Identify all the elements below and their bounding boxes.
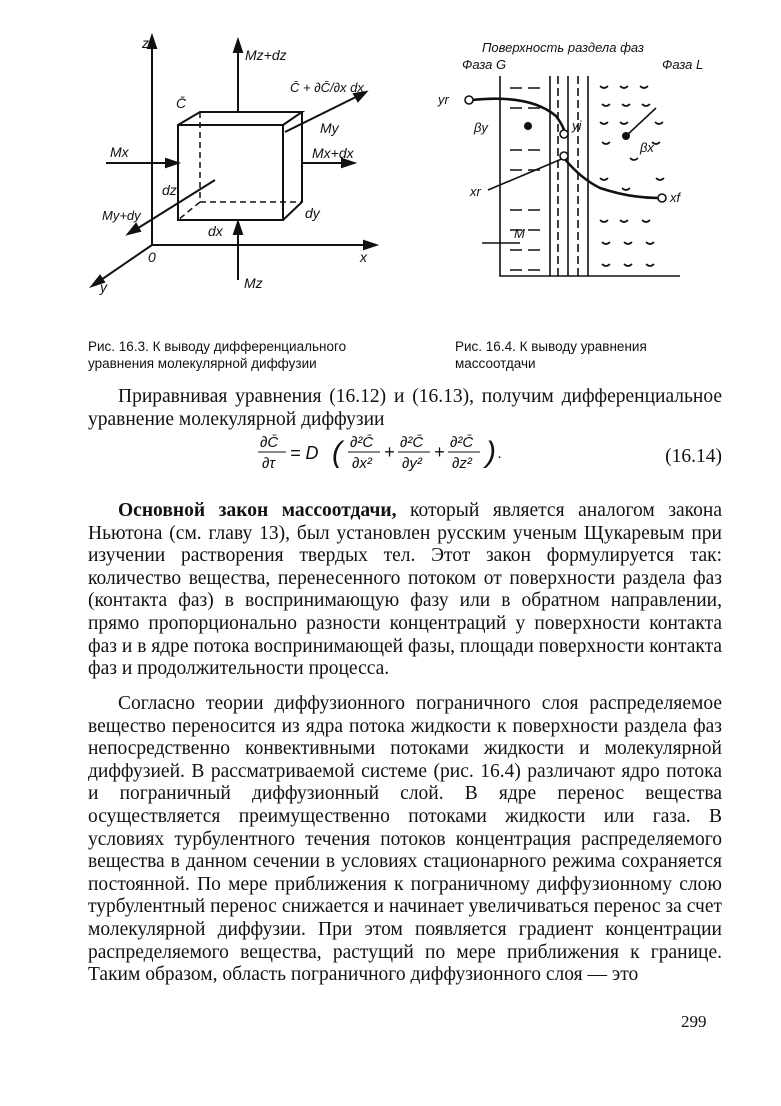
denominator-z: ∂z² xyxy=(452,455,472,472)
dz-label: dz xyxy=(162,182,177,198)
figure-16-3-diagram xyxy=(80,30,390,300)
lhs-denominator: ∂τ xyxy=(262,455,276,472)
plus-1: + xyxy=(384,442,395,462)
numerator-y: ∂²C̄ xyxy=(400,434,424,451)
equals-d: = D xyxy=(290,443,319,463)
caption-text: К выводу дифференциального уравнения молекулярной диффузии xyxy=(88,339,347,371)
dy-label: dy xyxy=(305,205,320,221)
y-r-label: yr xyxy=(438,92,449,107)
svg-text:): ) xyxy=(486,436,496,469)
paragraph-text: который является аналогом закона Ньютона (см. главу 13), был установлен русским ученым Щукаревым при изучении растворения твердых тел. Этот закон формулируется так: количество вещества, перенесенного потоком от поверхности раздела фаз (контакта фаз) в воспринимающую фазу или в обратном направлении, прямо пропорционально разности концентраций у поверхности контакта фаз и в ядре потока воспринимающей фазы, площади поверхности контакта фаз и продолжительности процесса. xyxy=(88,500,723,680)
y-label: y xyxy=(100,279,107,295)
caption-label: Рис. 16.3. xyxy=(88,339,149,354)
figure-16-4-diagram xyxy=(430,38,720,288)
c-grad-label: C̄ + ∂C̄/∂x dx xyxy=(290,80,364,95)
interface-label: Поверхность раздела фаз xyxy=(482,40,644,55)
plus-2: + xyxy=(434,442,445,462)
equation-number: (16.14) xyxy=(665,446,722,467)
my-label: My xyxy=(320,120,339,136)
beta-x-label: βx xyxy=(640,140,654,155)
svg-text:(: ( xyxy=(332,436,342,469)
svg-text:.: . xyxy=(498,445,503,462)
z-label: z xyxy=(142,35,149,51)
x-f-label: xf xyxy=(670,190,681,205)
origin-label: 0 xyxy=(148,249,156,265)
m-label: M xyxy=(514,226,525,241)
caption-label: Рис. 16.4. xyxy=(455,339,516,354)
phase-l-label: Фаза L xyxy=(662,57,704,72)
equation-16-14 xyxy=(88,432,722,472)
y-i-label: yi xyxy=(572,118,582,133)
paragraph-mass-transfer-law xyxy=(88,500,722,681)
my-dy-label: My+dy xyxy=(102,208,141,223)
x-label: x xyxy=(360,249,367,265)
y-axis xyxy=(98,245,152,282)
dx-label: dx xyxy=(208,223,223,239)
phase-g-label: Фаза G xyxy=(462,57,507,72)
mz-label: Mz xyxy=(244,275,263,291)
denominator-y: ∂y² xyxy=(402,455,422,472)
paragraph-boundary-layer: Согласно теории диффузионного пограничного слоя распределяемое вещество переносится из ядра потока жидкости к поверхности раздела фаз непосредственно конвективными потоками жидкости и молекулярной диффузией. В рассматриваемой системе (рис. 16.4) различают ядро потока и пограничный диффузионный слой. В ядре перенос вещества осуществляется преимущественно потоками жидкости или газа. В условиях турбулентного течения потоков концентрация распределяемого вещества в данном сечении в условиях стационарного режима сохраняется постоянной. По мере приближения к пограничному диффузионному слою турбулентный перенос снижается и начинает увеличиваться перенос за счет молекулярной диффузии. При этом появляется градиент концентрации распределяемого вещества, растущий по мере приближения к границе. Таким образом, область пограничного диффузионного слоя — это xyxy=(88,693,722,986)
c-label: C̄ xyxy=(176,95,187,111)
caption-text: К выводу уравнения массоотдачи xyxy=(455,339,647,371)
diffusion-equation xyxy=(256,432,556,474)
beta-y-label: βy xyxy=(474,120,488,135)
mx-label: Mx xyxy=(110,144,129,160)
cube-front-face xyxy=(178,125,283,220)
denominator-x: ∂x² xyxy=(352,455,372,472)
figure-16-3-caption xyxy=(88,338,408,372)
intro-paragraph: Приравнивая уравнения (16.12) и (16.13), получим дифференциальное уравнение молекулярной диффузии xyxy=(88,386,722,430)
numerator-x: ∂²C̄ xyxy=(350,434,374,451)
page-number: 299 xyxy=(681,1012,707,1031)
mx-dx-label: Mx+dx xyxy=(312,145,354,161)
x-r-label: xr xyxy=(470,184,481,199)
figure-16-4-caption xyxy=(455,338,725,372)
lhs-numerator: ∂C̄ xyxy=(260,434,279,451)
numerator-z: ∂²C̄ xyxy=(450,434,474,451)
bold-term: Основной закон массоотдачи, xyxy=(118,500,397,521)
mz-dz-label: Mz+dz xyxy=(245,47,287,63)
